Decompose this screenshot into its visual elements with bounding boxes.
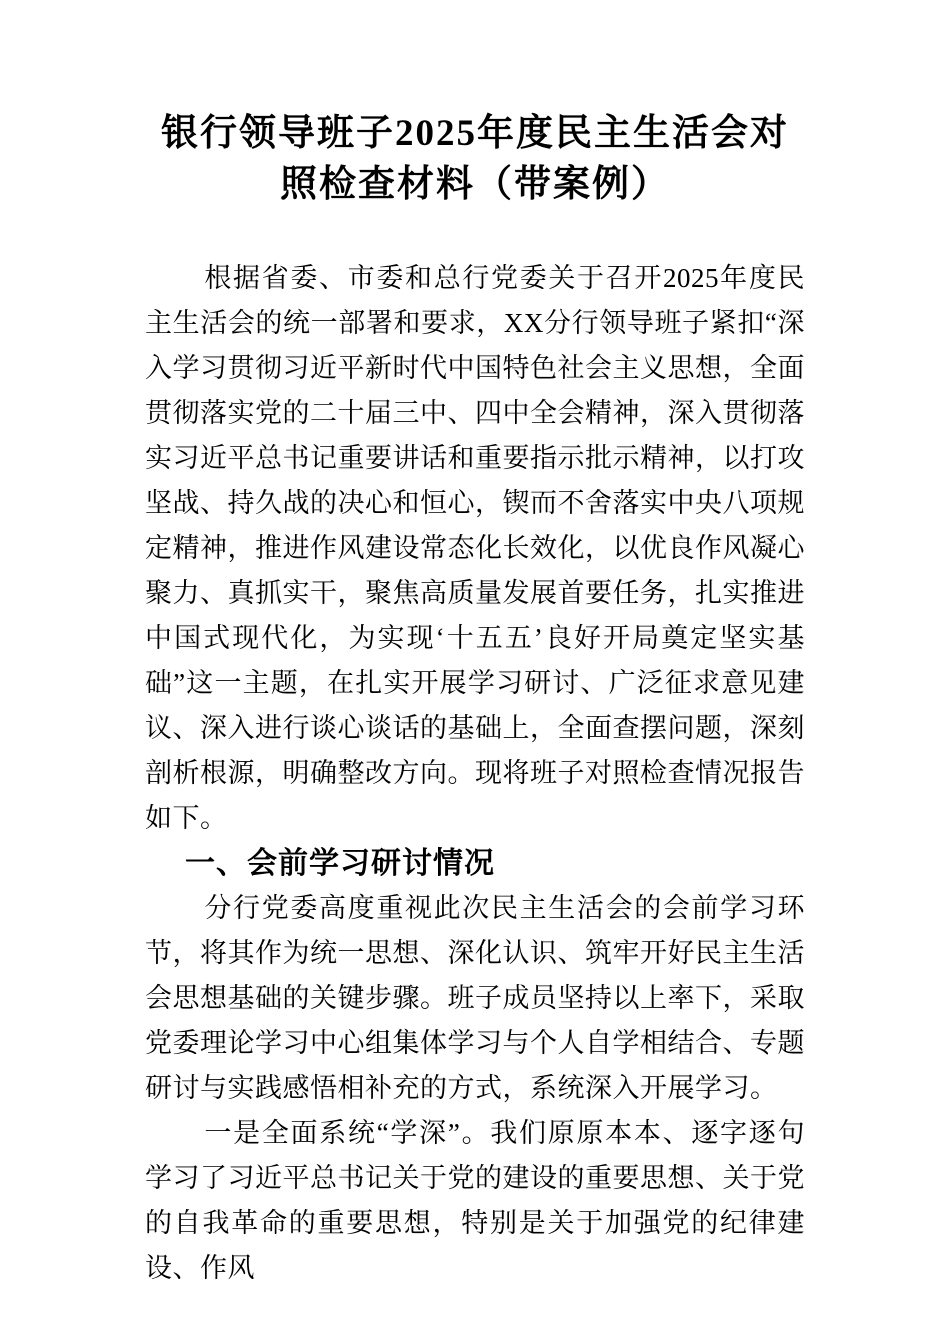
section1-paragraph-1: 分行党委高度重视此次民主生活会的会前学习环节，将其作为统一思想、深化认识、筑牢开好民主生活会思想基础的关键步骤。班子成员坚持以上率下，采取党委理论学习中心组集体学习与个人自学相结合、专题研讨与实践感悟相补充的方式，系统深入开展学习。: [145, 893, 805, 1103]
intro-paragraph: 根据省委、市委和总行党委关于召开2025年度民主生活会的统一部署和要求，XX分行领导班子紧扣“深入学习贯彻习近平新时代中国特色社会主义思想，全面贯彻落实党的二十届三中、四中全会精神，深入贯彻落实习近平总书记重要讲话和重要指示批示精神，以打攻坚战、持久战的决心和恒心，锲而不舍落实中央八项规定精神，推进作风建设常态化长效化，以优良作风凝心聚力、真抓实干，聚焦高质量发展首要任务，扎实推进中国式现代化，为实现‘十五五’良好开局奠定坚实基础”这一主题，在扎实开展学习研讨、广泛征求意见建议、深入进行谈心谈话的基础上，全面查摆问题，深刻剖析根源，明确整改方向。现将班子对照检查情况报告如下。: [145, 263, 805, 833]
section-heading-1: 一、会前学习研讨情况: [185, 847, 495, 880]
section1-paragraph-2: 一是全面系统“学深”。我们原原本本、逐字逐句学习了习近平总书记关于党的建设的重要思想、关于党的自我革命的重要思想，特别是关于加强党的纪律建设、作风: [145, 1118, 805, 1283]
document-title: 银行领导班子2025年度民主生活会对照检查材料（带案例）: [161, 113, 789, 205]
